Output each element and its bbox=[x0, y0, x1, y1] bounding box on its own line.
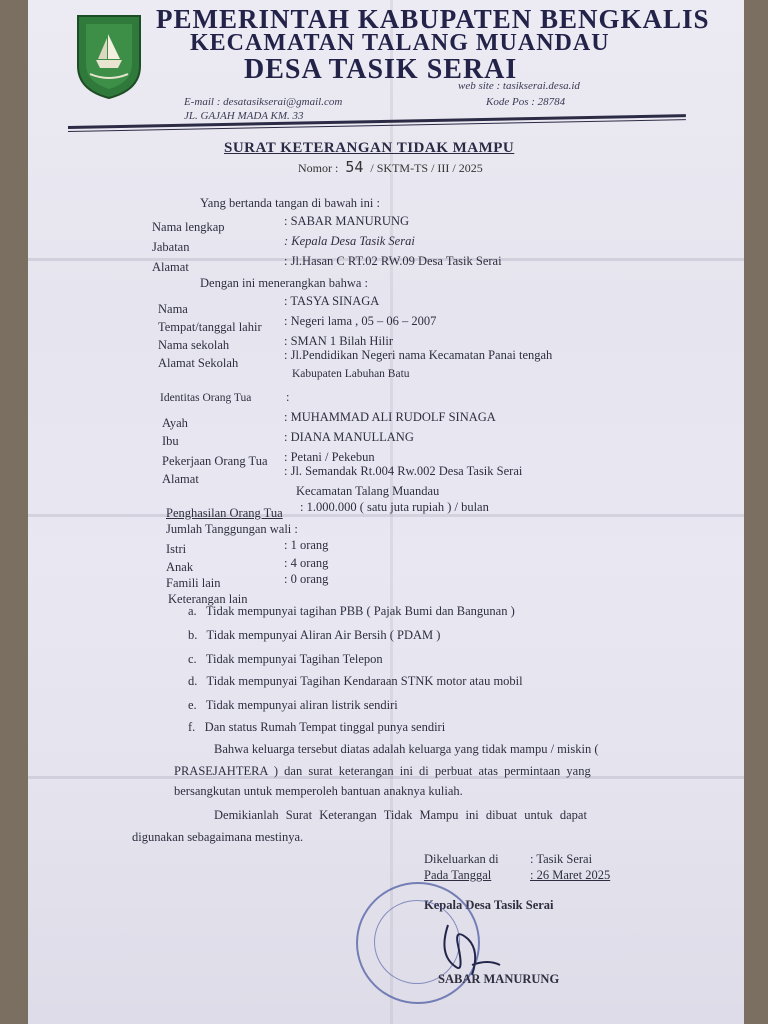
note-letter: a. bbox=[188, 604, 197, 618]
subject-birth-label: Tempat/tanggal lahir bbox=[158, 320, 262, 334]
other-family-label: Famili lain bbox=[166, 576, 221, 590]
subject-name-label: Nama bbox=[158, 302, 188, 316]
letter-number-label: Nomor : bbox=[298, 161, 339, 175]
income-value: : 1.000.000 ( satu juta rupiah ) / bulan bbox=[300, 500, 489, 514]
statement-line-3: bersangkutan untuk memperoleh bantuan anaknya kuliah. bbox=[174, 784, 463, 798]
issued-date-value: : 26 Maret 2025 bbox=[530, 868, 611, 882]
parents-address-value-2: Kecamatan Talang Muandau bbox=[296, 484, 440, 498]
subject-school-label: Nama sekolah bbox=[158, 338, 230, 352]
dependents-heading: Jumlah Tanggungan wali : bbox=[166, 522, 298, 536]
parents-address-value: : Jl. Semandak Rt.004 Rw.002 Desa Tasik Serai bbox=[284, 464, 523, 478]
wife-label: Istri bbox=[166, 542, 187, 556]
father-label: Ayah bbox=[162, 416, 188, 430]
wife-value: : 1 orang bbox=[284, 538, 329, 552]
regency-logo bbox=[74, 12, 144, 100]
statement-line-2: PRASEJAHTERA ) dan surat keterangan ini di perbuat atas permintaan yang bbox=[174, 764, 591, 778]
subject-school-addr-value-2: Kabupaten Labuhan Batu bbox=[292, 368, 410, 380]
closing-line-2: digunakan sebagaimana mestinya. bbox=[132, 830, 304, 844]
parents-heading-colon: : bbox=[286, 390, 290, 404]
signatory-address-value: : Jl.Hasan C RT.02 RW.09 Desa Tasik Serai bbox=[284, 254, 502, 268]
issued-date-label: Pada Tanggal bbox=[424, 868, 492, 882]
note-text: Tidak mempunyai aliran listrik sendiri bbox=[205, 698, 398, 712]
mother-value: : DIANA MANULLANG bbox=[284, 430, 414, 444]
letterhead-line-3: DESA TASIK SERAI bbox=[244, 54, 518, 85]
letterhead-address: JL. GAJAH MADA KM. 33 bbox=[184, 110, 304, 122]
letterhead-line-2: KECAMATAN TALANG MUANDAU bbox=[190, 30, 610, 56]
note-item-e bbox=[188, 698, 398, 713]
mother-label: Ibu bbox=[162, 434, 179, 448]
note-letter: c. bbox=[188, 652, 197, 666]
note-text: Tidak mempunyai tagihan PBB ( Pajak Bumi dan Bangunan ) bbox=[205, 604, 515, 618]
income-label: Penghasilan Orang Tua bbox=[166, 506, 283, 520]
job-value: : Petani / Pekebun bbox=[284, 450, 375, 464]
issued-place-label: Dikeluarkan di bbox=[424, 852, 499, 866]
letterhead-line-1: PEMERINTAH KABUPATEN BENGKALIS bbox=[156, 4, 710, 34]
notes-heading: Keterangan lain bbox=[168, 592, 248, 606]
declare-text: Dengan ini menerangkan bahwa : bbox=[200, 276, 368, 290]
official-name: SABAR MANURUNG bbox=[438, 972, 560, 986]
letter-paper bbox=[28, 0, 744, 1024]
letter-number-value: 54 bbox=[345, 158, 364, 176]
job-label: Pekerjaan Orang Tua bbox=[162, 454, 268, 468]
father-value: : MUHAMMAD ALI RUDOLF SINAGA bbox=[284, 410, 496, 424]
parents-address-label: Alamat bbox=[162, 472, 199, 486]
letter-title: SURAT KETERANGAN TIDAK MAMPU bbox=[224, 140, 515, 156]
subject-name-value: : TASYA SINAGA bbox=[284, 294, 380, 308]
note-letter: f. bbox=[188, 720, 196, 734]
note-letter: b. bbox=[188, 628, 198, 642]
signatory-name-label: Nama lengkap bbox=[152, 220, 225, 234]
signatory-name-value: : SABAR MANURUNG bbox=[284, 214, 410, 228]
note-text: Tidak mempunyai Aliran Air Bersih ( PDAM ) bbox=[206, 628, 441, 642]
note-item-c bbox=[188, 652, 383, 667]
child-value: : 4 orang bbox=[284, 556, 329, 570]
closing-line-1: Demikianlah Surat Keterangan Tidak Mampu ini dibuat untuk dapat bbox=[214, 808, 587, 822]
note-letter: d. bbox=[188, 674, 198, 688]
signatory-position-value: : Kepala Desa Tasik Serai bbox=[284, 234, 415, 248]
official-title: Kepala Desa Tasik Serai bbox=[424, 898, 554, 912]
letterhead-email: E-mail : desatasikserai@gmail.com bbox=[184, 96, 343, 108]
note-item-a bbox=[188, 604, 515, 619]
parents-heading: Identitas Orang Tua bbox=[160, 392, 252, 404]
signatory-position-label: Jabatan bbox=[152, 240, 190, 254]
letterhead-website: web site : tasikserai.desa.id bbox=[458, 80, 580, 92]
note-text: Tidak mempunyai Tagihan Kendaraan STNK motor atau mobil bbox=[206, 674, 523, 688]
letter-number-suffix: / SKTM-TS / III / 2025 bbox=[370, 161, 483, 175]
statement-line-1: Bahwa keluarga tersebut diatas adalah keluarga yang tidak mampu / miskin ( bbox=[214, 742, 599, 756]
other-family-value: : 0 orang bbox=[284, 572, 329, 586]
subject-school-value: : SMAN 1 Bilah Hilir bbox=[284, 334, 394, 348]
subject-school-addr-label: Alamat Sekolah bbox=[158, 356, 239, 370]
letter-number bbox=[298, 158, 483, 176]
opening-text: Yang bertanda tangan di bawah ini : bbox=[200, 196, 380, 210]
child-label: Anak bbox=[166, 560, 194, 574]
letterhead-postcode: Kode Pos : 28784 bbox=[486, 96, 566, 108]
note-text: Dan status Rumah Tempat tinggal punya sendiri bbox=[204, 720, 446, 734]
note-text: Tidak mempunyai Tagihan Telepon bbox=[205, 652, 383, 666]
note-item-b bbox=[188, 628, 440, 643]
issued-place-value: : Tasik Serai bbox=[530, 852, 593, 866]
note-item-d bbox=[188, 674, 523, 689]
note-item-f bbox=[188, 720, 445, 735]
subject-school-addr-value: : Jl.Pendidikan Negeri nama Kecamatan Panai tengah bbox=[284, 348, 553, 362]
subject-birth-value: : Negeri lama , 05 – 06 – 2007 bbox=[284, 314, 437, 328]
note-letter: e. bbox=[188, 698, 197, 712]
signatory-address-label: Alamat bbox=[152, 260, 189, 274]
